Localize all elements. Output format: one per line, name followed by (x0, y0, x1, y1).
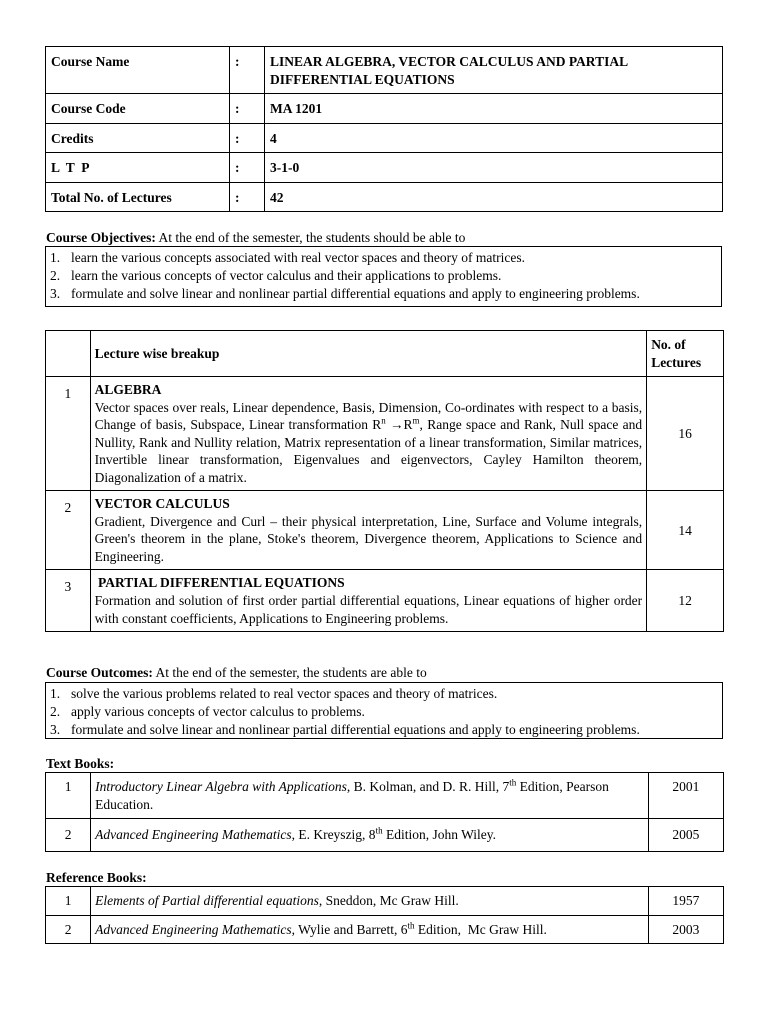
book-cell (91, 887, 649, 916)
desc-part: Vector spaces over reals, Linear dependence, Basis, Dimension, Co-ordinates with respect to a basis, Change of basis, Subspace, Linear transformation R (94, 399, 643, 433)
separator: : (230, 182, 265, 212)
topic-description: Formation and solution of first order partial differential equations, Linear equations of higher order with constant coefficients, Applications to Engineering problems. (94, 593, 643, 626)
course-name-label: Course Name (46, 47, 230, 94)
book-year: 2001 (648, 773, 723, 819)
table-row (46, 915, 724, 944)
course-code-value: MA 1201 (265, 94, 723, 124)
separator: : (230, 123, 265, 153)
lecture-count-header: No. of Lectures (647, 331, 724, 377)
list-number: 2. (50, 704, 61, 719)
superscript: th (407, 920, 415, 931)
topic-cell (90, 491, 647, 570)
row-number: 1 (46, 887, 91, 916)
objectives-list (45, 246, 722, 307)
book-details: Edition, Pearson Education. (95, 779, 609, 812)
book-title: Elements of Partial differential equations (95, 893, 319, 908)
book-year: 2005 (648, 819, 723, 852)
table-row (46, 570, 724, 632)
list-number: 3. (50, 286, 61, 301)
list-text: solve the various problems related to real vector spaces and theory of matrices. (71, 686, 498, 701)
row-number: 3 (46, 570, 91, 632)
book-details: , Wylie and Barrett, 6 (291, 921, 408, 937)
topic-title: PARTIAL DIFFERENTIAL EQUATIONS (94, 575, 345, 591)
ltp-value: 3-1-0 (265, 153, 723, 183)
list-item (50, 703, 718, 721)
credits-label: Credits (46, 123, 230, 153)
book-cell (91, 819, 649, 852)
objectives-heading-label: Course Objectives: (46, 230, 156, 245)
row-number: 1 (46, 773, 91, 819)
outcomes-heading-label: Course Outcomes: (46, 665, 153, 680)
topic-cell (90, 570, 647, 632)
header-empty-cell (46, 331, 91, 377)
total-lectures-value: 42 (265, 182, 723, 212)
outcomes-heading (46, 664, 427, 682)
outcomes-list (45, 682, 723, 739)
table-header-row (46, 331, 724, 377)
table-row (46, 491, 724, 570)
list-number: 1. (50, 250, 61, 265)
topic-description (95, 399, 643, 487)
table-row (46, 819, 724, 852)
row-number: 2 (46, 819, 91, 852)
separator: : (230, 47, 265, 94)
outcomes-intro: At the end of the semester, the students are able to (152, 665, 427, 680)
list-item (50, 721, 718, 739)
book-title: Advanced Engineering Mathematics (95, 921, 292, 937)
course-name-value: LINEAR ALGEBRA, VECTOR CALCULUS AND PARTIAL DIFFERENTIAL EQUATIONS (265, 47, 723, 94)
topic-cell (90, 377, 647, 491)
book-details: , B. Kolman, and D. R. Hill, 7 (346, 779, 510, 794)
reference-books-heading: Reference Books: (46, 870, 147, 885)
list-number: 1. (50, 686, 61, 701)
list-text: formulate and solve linear and nonlinear partial differential equations and apply to engineering problems. (71, 286, 640, 301)
lecture-count: 16 (647, 377, 724, 491)
superscript: n (381, 415, 386, 426)
objectives-heading (46, 229, 465, 247)
list-item (50, 285, 717, 303)
desc-part: , Range space and Rank, Null space and Nullity, Rank and Nullity relation, Matrix representation of a linear transformation, Similar matrices, Invertible linear transformation, Eigenvalues and eigenvectors, Cayley Hamilton theorem, Diagonalization of a matrix. (94, 417, 643, 485)
book-details: , E. Kreyszig, 8 (291, 827, 376, 843)
topic-title: ALGEBRA (94, 382, 162, 397)
total-lectures-label: Total No. of Lectures (46, 182, 230, 212)
separator: : (230, 94, 265, 124)
book-title: Advanced Engineering Mathematics (95, 827, 292, 843)
book-year: 2003 (648, 915, 723, 944)
list-item (50, 249, 717, 267)
objectives-intro: At the end of the semester, the students should be able to (155, 230, 466, 245)
list-item (50, 267, 717, 285)
row-number: 2 (46, 491, 91, 570)
table-row (46, 47, 723, 94)
book-details: Edition, Mc Graw Hill. (414, 921, 547, 937)
course-info-table (45, 46, 723, 212)
book-cell (91, 773, 649, 819)
list-text: formulate and solve linear and nonlinear partial differential equations and apply to engineering problems. (71, 722, 640, 737)
lecture-breakup-header: Lecture wise breakup (90, 331, 647, 377)
superscript: th (509, 777, 517, 788)
book-details: Edition, John Wiley. (382, 827, 497, 843)
table-row (46, 153, 723, 183)
superscript: th (375, 825, 383, 836)
table-row (46, 773, 724, 819)
reference-books-table (45, 886, 724, 944)
lecture-count: 12 (647, 570, 724, 632)
list-text: learn the various concepts associated with real vector spaces and theory of matrices. (71, 250, 525, 265)
table-row (46, 94, 723, 124)
table-row (46, 887, 724, 916)
list-text: apply various concepts of vector calculus to problems. (71, 704, 365, 719)
book-details: , Sneddon, Mc Graw Hill. (318, 893, 459, 908)
separator: : (230, 153, 265, 183)
arrow-text: →R (385, 417, 413, 433)
list-number: 2. (50, 268, 61, 283)
list-text: learn the various concepts of vector calculus and their applications to problems. (71, 268, 502, 283)
text-books-table (45, 772, 724, 852)
list-number: 3. (50, 722, 61, 737)
credits-value: 4 (265, 123, 723, 153)
list-item (50, 685, 718, 703)
superscript: m (412, 415, 420, 426)
ltp-label: L T P (46, 153, 230, 183)
text-books-heading: Text Books: (46, 756, 115, 771)
table-row (46, 182, 723, 212)
book-year: 1957 (648, 887, 723, 916)
lecture-breakup-table (45, 330, 724, 632)
topic-description: Gradient, Divergence and Curl – their physical interpretation, Line, Surface and Volume integrals, Green's theorem in the plane, Stoke's theorem, Divergence theorem, Applications to Science and Engineering. (94, 513, 643, 564)
table-row (46, 123, 723, 153)
book-cell (91, 915, 649, 944)
table-row (46, 377, 724, 491)
book-title: Introductory Linear Algebra with Applications (95, 779, 347, 794)
row-number: 2 (46, 915, 91, 944)
row-number: 1 (46, 377, 91, 491)
lecture-count: 14 (647, 491, 724, 570)
topic-title: VECTOR CALCULUS (94, 496, 230, 512)
course-code-label: Course Code (46, 94, 230, 124)
